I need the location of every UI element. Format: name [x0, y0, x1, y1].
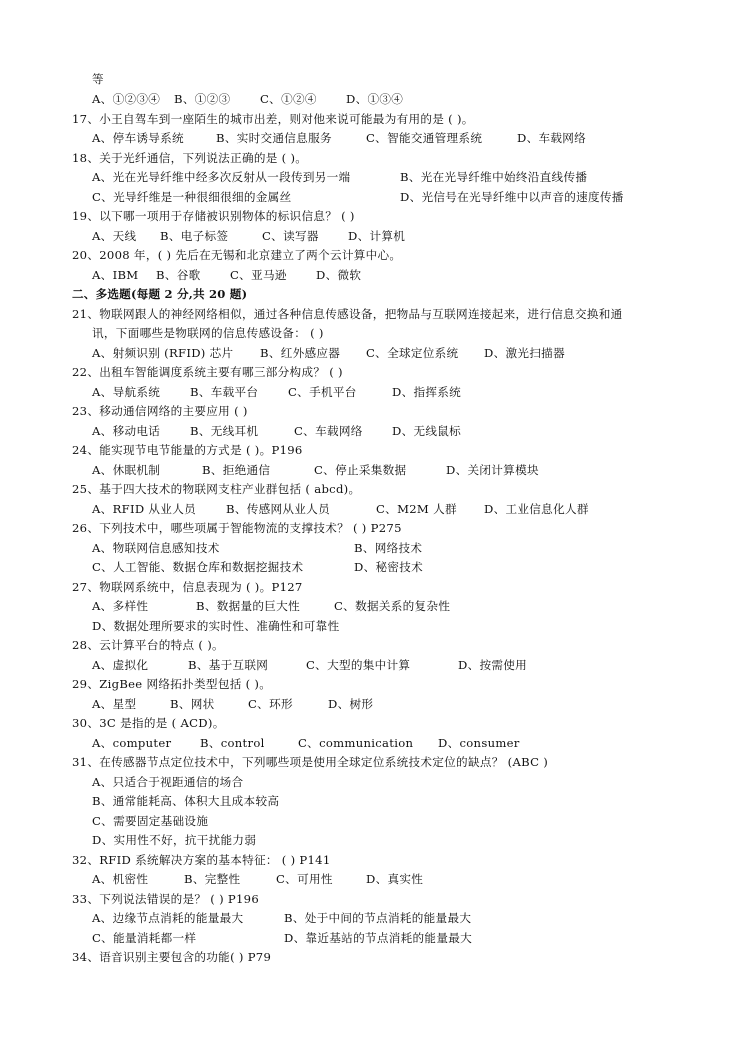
option-a: A、只适合于视距通信的场合 [92, 775, 244, 789]
options-row [92, 911, 471, 925]
option-b: B、实时交通信息服务 [216, 131, 332, 145]
options-row [92, 931, 472, 945]
option-c: C、智能交通管理系统 [366, 131, 483, 145]
option-d: D、计算机 [348, 229, 406, 243]
option-d: D、激光扫描器 [484, 346, 565, 360]
option-c: C、①②④ [260, 92, 317, 106]
options-row [92, 92, 403, 106]
option-a: A、computer [92, 736, 172, 750]
option-b: B、数据量的巨大性 [196, 599, 300, 613]
option-a: A、射频识别 (RFID) 芯片 [92, 346, 234, 360]
option-d: D、车载网络 [517, 131, 587, 145]
option-c: C、数据关系的复杂性 [334, 599, 451, 613]
option-d: D、真实性 [366, 872, 424, 886]
option-c: C、光导纤维是一种很细很细的金属丝 [92, 190, 292, 204]
option-d: D、靠近基站的节点消耗的能量最大 [284, 931, 473, 945]
option-a: A、多样性 [92, 599, 149, 613]
options-row [92, 502, 589, 516]
question-21-continued: 讯，下面哪些是物联网的信息传感设备： ( ) [92, 326, 324, 340]
option-d: D、数据处理所要求的实时性、准确性和可靠性 [92, 619, 340, 633]
option-d: D、微软 [316, 268, 362, 282]
option-a: A、天线 [92, 229, 137, 243]
options-row [92, 131, 586, 145]
options-row [92, 541, 422, 555]
option-c: C、停止采集数据 [314, 463, 407, 477]
option-b: B、网络技术 [354, 541, 423, 555]
option-b: B、通常能耗高、体积大且成本较高 [92, 794, 280, 808]
option-b: B、处于中间的节点消耗的能量最大 [284, 911, 472, 925]
options-row [92, 736, 520, 750]
option-b: B、无线耳机 [190, 424, 259, 438]
option-d: D、光信号在光导纤维中以声音的速度传播 [400, 190, 624, 204]
options-row [92, 229, 405, 243]
options-row [92, 872, 423, 886]
option-b: B、红外感应器 [260, 346, 341, 360]
option-c: C、人工智能、数据仓库和数据挖掘技术 [92, 560, 304, 574]
question-27: 27、物联网系统中，信息表现为 ( )。P127 [72, 580, 303, 594]
question-24: 24、能实现节电节能量的方式是 ( )。P196 [72, 443, 303, 457]
options-row [92, 658, 527, 672]
option-d: D、工业信息化人群 [484, 502, 589, 516]
option-b: B、传感网从业人员 [226, 502, 330, 516]
option-b: B、①②③ [174, 92, 231, 106]
option-b: B、电子标签 [160, 229, 229, 243]
question-30: 30、3C 是指的是 ( ACD)。 [72, 716, 225, 730]
question-20: 20、2008 年，( ) 先后在无锡和北京建立了两个云计算中心。 [72, 248, 402, 262]
option-c: C、大型的集中计算 [306, 658, 411, 672]
options-row [92, 170, 587, 184]
question-19: 19、以下哪一项用于存储被识别物体的标识信息？ ( ) [72, 209, 355, 223]
option-a: A、①②③④ [92, 92, 161, 106]
question-34: 34、语音识别主要包含的功能( ) P79 [72, 950, 272, 964]
option-c: C、环形 [248, 697, 293, 711]
section-heading-multiple-choice: 二、多选题(每题 2 分,共 20 题) [72, 287, 248, 301]
option-c: C、车载网络 [294, 424, 363, 438]
question-21: 21、物联网跟人的神经网络相似，通过各种信息传感设备，把物品与互联网连接起来，进行信息交换和通 [72, 307, 623, 321]
option-c: C、全球定位系统 [366, 346, 459, 360]
option-d: D、关闭计算模块 [446, 463, 539, 477]
option-d: D、实用性不好，抗干扰能力弱 [92, 833, 257, 847]
option-b: B、光在光导纤维中始终沿直线传播 [400, 170, 588, 184]
option-a: A、停车诱导系统 [92, 131, 184, 145]
question-33: 33、下列说法错误的是？ ( ) P196 [72, 892, 260, 906]
option-c: C、手机平台 [288, 385, 357, 399]
option-d: D、consumer [438, 736, 520, 750]
option-b: B、完整性 [184, 872, 241, 886]
option-c: C、读写器 [262, 229, 319, 243]
question-23: 23、移动通信网络的主要应用 ( ) [72, 404, 248, 418]
question-32: 32、RFID 系统解决方案的基本特征： ( ) P141 [72, 853, 331, 867]
option-a: A、导航系统 [92, 385, 161, 399]
option-a: A、边缘节点消耗的能量最大 [92, 911, 244, 925]
option-b: B、谷歌 [156, 268, 201, 282]
options-row [92, 190, 624, 204]
option-b: B、网状 [170, 697, 215, 711]
option-c: C、需要固定基础设施 [92, 814, 209, 828]
question-28: 28、云计算平台的特点 ( )。 [72, 638, 224, 652]
question-25: 25、基于四大技术的物联网支柱产业群包括 ( abcd)。 [72, 482, 361, 496]
question-17: 17、小王自驾车到一座陌生的城市出差，则对他来说可能最为有用的是 ( )。 [72, 112, 474, 126]
options-row [92, 268, 361, 282]
option-a: A、移动电话 [92, 424, 161, 438]
option-a: A、机密性 [92, 872, 149, 886]
option-d: D、指挥系统 [392, 385, 462, 399]
question-22: 22、出租车智能调度系统主要有哪三部分构成？ ( ) [72, 365, 343, 379]
options-row [92, 697, 373, 711]
option-d: D、①③④ [346, 92, 404, 106]
options-row [92, 560, 423, 574]
option-d: D、无线鼠标 [392, 424, 462, 438]
option-c: C、communication [298, 736, 414, 750]
option-b: B、基于互联网 [188, 658, 269, 672]
continued-text: 等 [92, 72, 104, 86]
options-row [92, 463, 539, 477]
question-29: 29、ZigBee 网络拓扑类型包括 ( )。 [72, 677, 272, 691]
option-c: C、可用性 [276, 872, 333, 886]
option-c: C、能量消耗都一样 [92, 931, 197, 945]
option-a: A、RFID 从业人员 [92, 502, 196, 516]
option-d: D、秘密技术 [354, 560, 424, 574]
option-d: D、按需使用 [458, 658, 528, 672]
question-18: 18、关于光纤通信，下列说法正确的是 ( )。 [72, 151, 308, 165]
option-b: B、拒绝通信 [202, 463, 271, 477]
options-row [92, 385, 461, 399]
option-d: D、树形 [328, 697, 374, 711]
option-a: A、IBM [92, 268, 139, 282]
option-b: B、车载平台 [190, 385, 259, 399]
question-26: 26、下列技术中，哪些项属于智能物流的支撑技术？ ( ) P275 [72, 521, 402, 535]
options-row [92, 346, 565, 360]
option-a: A、星型 [92, 697, 137, 711]
option-c: C、亚马逊 [230, 268, 287, 282]
option-b: B、control [200, 736, 265, 750]
question-31: 31、在传感器节点定位技术中，下列哪些项是使用全球定位系统技术定位的缺点？ (ABC ) [72, 755, 549, 769]
option-a: A、休眠机制 [92, 463, 161, 477]
options-row [92, 599, 450, 613]
option-a: A、虚拟化 [92, 658, 149, 672]
option-a: A、光在光导纤维中经多次反射从一段传到另一端 [92, 170, 351, 184]
options-row [92, 424, 461, 438]
option-a: A、物联网信息感知技术 [92, 541, 220, 555]
option-c: C、M2M 人群 [376, 502, 457, 516]
